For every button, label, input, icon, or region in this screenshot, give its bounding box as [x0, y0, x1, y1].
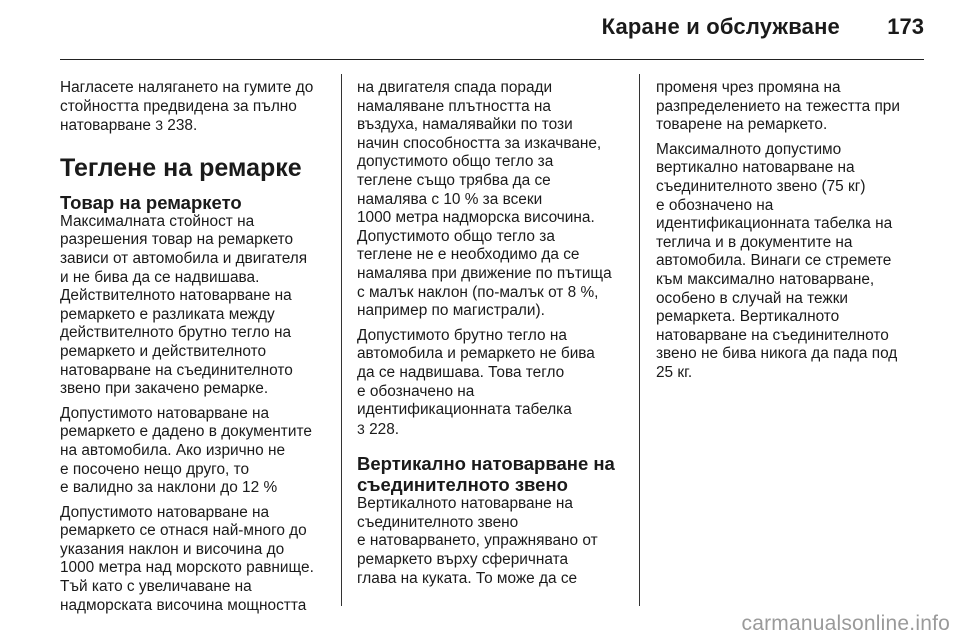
text-line: намаляване плътността на: [357, 97, 551, 115]
text-fragment: натоварване: [60, 117, 151, 135]
text-line: глава на куката. То може да се: [357, 569, 578, 587]
text-line: идентификационната табелка на: [656, 215, 893, 233]
page-number: 173: [887, 14, 924, 39]
text-line: [357, 420, 627, 440]
text-line: Вертикалното натоварване на: [357, 495, 573, 513]
section-heading: Теглене на ремарке: [60, 153, 302, 182]
text-line: например по магистрали).: [357, 302, 545, 320]
text-line: намалява при движение по пътища: [357, 264, 612, 282]
column-1: [60, 79, 330, 621]
page-reference-link[interactable]: 238.: [167, 117, 198, 135]
text-line: към максимално натоварване,: [656, 270, 875, 288]
text-line: променя чрез промяна на: [656, 79, 841, 96]
text-line: теглене не е необходимо да се: [357, 246, 580, 264]
text-line: действителното брутно тегло на: [60, 324, 292, 342]
text-line: е посочено нещо друго, то: [60, 460, 250, 478]
paragraph: [357, 327, 627, 440]
text-line: съединителното звено (75 кг): [656, 177, 866, 195]
paragraph: [60, 405, 330, 498]
text-line: теглича и в документите на: [656, 233, 853, 251]
text-line: съединителното звено: [357, 513, 519, 531]
text-line: автомобила. Винаги се стремете: [656, 252, 892, 270]
paragraph: [60, 213, 330, 399]
text-line: с малък наклон (по-малък от 8 %,: [357, 283, 599, 301]
text-line: звено при закачено ремарке.: [60, 380, 269, 398]
text-line: 1000 метра надморска височина.: [357, 209, 595, 227]
header-title: Каране и обслужване: [601, 14, 840, 39]
subheading-trailer-load: Товар на ремаркето: [60, 191, 242, 213]
text-line: 1000 метра над морското равнище.: [60, 559, 314, 577]
text-line: зависи от автомобила и двигателя: [60, 249, 308, 267]
text-line: е натоварването, упражнявано от: [357, 532, 598, 550]
text-line: ремаркета. Вертикалното: [656, 308, 840, 326]
paragraph: [357, 79, 627, 321]
text-line: теглене също трябва да се: [357, 171, 551, 189]
text-line: Допустимото натоварване на: [60, 503, 270, 521]
paragraph: [656, 141, 926, 383]
text-line: допустимото общо тегло за: [357, 153, 554, 171]
text-line: на двигателя спада поради: [357, 79, 553, 96]
page-reference-icon: 3: [155, 117, 163, 134]
text-line: е обозначено на: [656, 196, 774, 214]
text-line: намалява с 10 % за всеки: [357, 190, 543, 208]
text-line: идентификационната табелка: [357, 401, 572, 419]
page-reference-link[interactable]: 228.: [369, 420, 400, 438]
paragraph: [60, 504, 330, 616]
text-line: натоварване на съединителното: [656, 326, 889, 344]
heading-line: съединителното звено: [357, 474, 568, 496]
header-divider: [60, 59, 924, 60]
text-line: Максималното допустимо: [656, 140, 842, 158]
text-line: Допустимото натоварване на: [60, 404, 270, 422]
text-line: ремаркето е разликата между: [60, 305, 275, 323]
intro-paragraph: [60, 79, 330, 136]
text-line: Действителното натоварване на: [60, 287, 292, 305]
text-line: начин способността за изкачване,: [357, 134, 602, 152]
text-line: 25 кг.: [656, 363, 693, 381]
text-line: е валидно за наклони до 12 %: [60, 479, 278, 497]
text-line: стойността предвидена за пълно: [60, 97, 297, 115]
text-line: указания наклон и височина до: [60, 540, 285, 558]
text-line: и не бива да се надвишава.: [60, 268, 260, 286]
text-line: [60, 116, 330, 136]
text-line: ремаркето върху сферичната: [357, 551, 569, 569]
text-line: натоварване на съединителното: [60, 361, 293, 379]
text-line: Нагласете налягането на гумите до: [60, 79, 314, 96]
text-line: особено в случай на тежки: [656, 289, 849, 307]
text-line: Тъй като с увеличаване на: [60, 578, 252, 596]
text-line: вертикално натоварване на: [656, 159, 855, 177]
text-line: звено не бива никога да пада под: [656, 345, 898, 363]
text-line: товарене на ремаркето.: [656, 116, 828, 134]
text-line: разрешения товар на ремаркето: [60, 231, 294, 249]
paragraph: [357, 495, 627, 588]
text-line: е обозначено на: [357, 382, 475, 400]
watermark-text: carmanualsonline.info: [741, 612, 950, 635]
text-line: да се надвишава. Това тегло: [357, 363, 565, 381]
text-line: на автомобила. Ако изрично не: [60, 441, 286, 459]
column-divider-1: [341, 74, 342, 606]
text-line: Допустимото брутно тегло на: [357, 326, 567, 344]
column-3: [656, 79, 926, 389]
text-line: Максималната стойност на: [60, 212, 255, 230]
text-line: Допустимото общо тегло за: [357, 227, 555, 245]
text-line: ремаркето е дадено в документите: [60, 423, 312, 441]
text-line: ремаркето и действителното: [60, 342, 267, 360]
text-line: разпределението на тежестта при: [656, 97, 900, 115]
column-divider-2: [639, 74, 640, 606]
text-line: надморската височина мощността: [60, 596, 307, 614]
text-line: автомобила и ремаркето не бива: [357, 345, 595, 363]
subheading-vertical-load: [357, 453, 627, 495]
heading-line: Вертикално натоварване на: [357, 453, 615, 475]
text-line: ремаркето се отнася най-много до: [60, 522, 307, 540]
page-reference-icon: 3: [357, 420, 365, 437]
column-2: [357, 79, 627, 594]
text-line: въздуха, намалявайки по този: [357, 116, 573, 134]
paragraph: [656, 79, 926, 135]
